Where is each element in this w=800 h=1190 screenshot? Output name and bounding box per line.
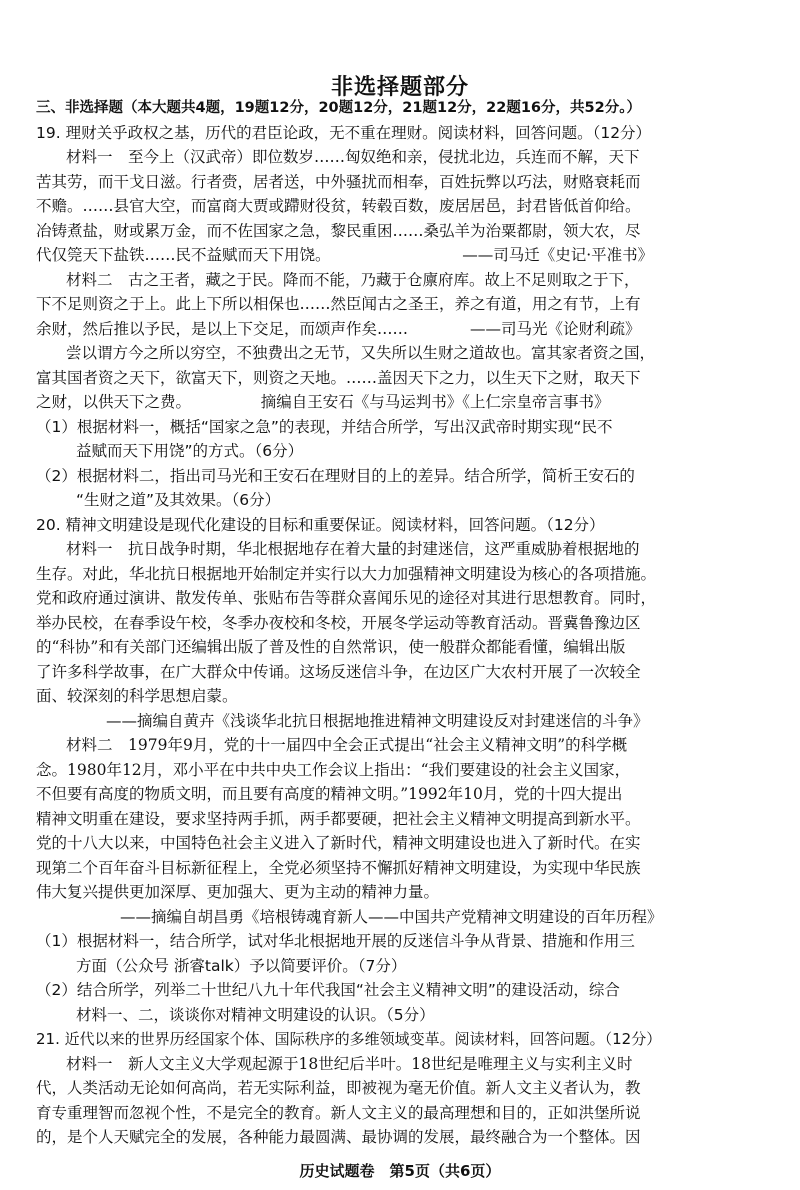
q19-material2-source: 余财，然后推以予民，是以上下交足，而颂声作矣…… ——司马光《论财利疏》 (36, 319, 641, 338)
q20-material2-line: 伟大复兴提供更加深厚、更加强大、更为主动的精神力量。 (36, 883, 440, 901)
q20-material2-line: 材料二 1979年9月，党的十一届四中全会正式提出“社会主义精神文明”的科学概 (66, 736, 628, 754)
question-19-stem: 19. 理财关乎政权之基，历代的君臣论政，无不重在理财。阅读材料，回答问题。（12分） (36, 123, 652, 142)
q20-material1-line: 了许多科学故事，在广大群众中传诵。这场反迷信斗争，在边区广大农村开展了一次较全 (36, 662, 641, 681)
page-footer: 历史试题卷 第5页（共6页） (299, 1161, 501, 1180)
q20-material1-line: 面、较深刻的科学思想启蒙。 (36, 687, 238, 705)
q21-material1-line: 代，人类活动无论如何高尚，若无实际利益，即被视为毫无价值。新人文主义者认为，教 (36, 1079, 641, 1097)
q20-material2-source: ——摘编自胡昌勇《培根铸魂育新人——中国共产党精神文明建设的百年历程》 (120, 907, 663, 926)
q20-material2-line: 念。1980年12月，邓小平在中共中央工作会议上指出：“我们要建设的社会主义国家， (36, 760, 631, 779)
q19-material2-source: 之财，以供天下之费。 摘编自王安石《与马运判书》《上仁宗皇帝言事书》 (36, 393, 610, 411)
section-heading: 三、非选择题（本大题共4题，19题12分，20题12分，21题12分，22题16分，共52分。） (36, 100, 641, 116)
q19-material1-source: 代仅筦天下盐铁……民不益赋而天下用饶。 ——司马迁《史记·平准书》 (36, 246, 654, 264)
q19-subquestion-2: （2）根据材料二，指出司马光和王安石在理财目的上的差异。结合所学，简析王安石的 (36, 466, 635, 485)
q19-material1-line: 材料一 至今上（汉武帝）即位数岁……匈奴绝和亲，侵扰北边，兵连而不解，天下 (66, 148, 640, 166)
q19-material1-line: 不赡。……县官大空，而富商大贾或蹛财役贫，转毂百数，废居居邑，封君皆低首仰给。 (36, 197, 641, 215)
q20-material1-line: 的“科协”和有关部门还编辑出版了普及性的自然常识，使一般群众都能看懂，编辑出版 (36, 638, 626, 656)
q20-subquestion-1-cont: 方面（公众号 浙睿talk）予以简要评价。（7分） (76, 956, 407, 975)
q20-material2-line: 不但要有高度的物质文明，而且要有高度的精神文明。”1992年10月，党的十四大提出 (36, 785, 623, 803)
question-21-stem: 21. 近代以来的世界历经国家个体、国际秩序的多维领域变革。阅读材料，回答问题。（12分） (36, 1030, 662, 1048)
q19-material1-line: 苦其劳，而干戈日滋。行者赍，居者送，中外骚扰而相奉，百姓抏弊以巧法，财赂衰耗而 (36, 172, 641, 191)
q19-material2-line: 下不足则资之于上。此上下所以相保也……然臣闻古之圣王，养之有道，用之有节，上有 (36, 295, 641, 313)
q20-subquestion-2-cont: 材料一、二，谈谈你对精神文明建设的认识。（5分） (76, 1005, 435, 1024)
q19-subquestion-1-cont: 益赋而天下用饶”的方式。（6分） (76, 442, 304, 460)
q19-subquestion-1: （1）根据材料一，概括“国家之急”的表现，并结合所学，写出汉武帝时期实现“民不 (36, 417, 613, 436)
q21-material1-line: 的，是个人天赋完全的发展，各种能力最圆满、最协调的发展，最终融合为一个整体。因 (36, 1128, 641, 1146)
question-20-stem: 20. 精神文明建设是现代化建设的目标和重要保证。阅读材料，回答问题。（12分） (36, 515, 605, 534)
q19-subquestion-2-cont: “生财之道”及其效果。（6分） (76, 491, 281, 509)
q20-material1-source: ——摘编自黄卉《浅谈华北抗日根据地推进精神文明建设反对封建迷信的斗争》 (106, 711, 649, 730)
q20-material2-line: 党的十八大以来，中国特色社会主义进入了新时代，精神文明建设也进入了新时代。在实 (36, 834, 641, 852)
q21-material1-line: 育专重理智而忽视个性，不是完全的教育。新人文主义的最高理想和目的，正如洪堡所说 (36, 1103, 641, 1122)
q20-subquestion-1: （1）根据材料一，结合所学，试对华北根据地开展的反迷信斗争从背景、措施和作用三 (36, 932, 635, 950)
q20-material1-line: 举办民校，在春季设午校，冬季办夜校和冬校，开展冬学运动等教育活动。晋冀鲁豫边区 (36, 613, 641, 632)
q19-material2-line: 尝以谓方今之所以穷空，不独费出之无节，又失所以生财之道故也。富其家者资之国， (66, 344, 656, 362)
q19-material2-line: 材料二 古之王者，藏之于民。降而不能，乃藏于仓廪府库。故上不足则取之于下， (66, 270, 640, 289)
q20-material1-line: 材料一 抗日战争时期，华北根据地存在着大量的封建迷信，这严重威胁着根据地的 (66, 540, 640, 558)
page-title: 非选择题部分 (330, 75, 469, 100)
q20-material1-line: 生存。对此，华北抗日根据地开始制定并实行以大力加强精神文明建设为核心的各项措施。 (36, 564, 657, 583)
q20-subquestion-2: （2）结合所学，列举二十世纪八九十年代我国“社会主义精神文明”的建设活动，综合 (36, 981, 620, 999)
q19-material1-line: 冶铸煮盐，财或累万金，而不佐国家之急，黎民重困……桑弘羊为治粟都尉，领大农，尽 (36, 221, 641, 240)
q20-material1-line: 党和政府通过演讲、散发传单、张贴布告等群众喜闻乐见的途径对其进行思想教育。同时， (36, 589, 657, 607)
q21-material1-line: 材料一 新人文主义大学观起源于18世纪后半叶。18世纪是唯理主义与实利主义时 (66, 1054, 633, 1073)
q19-material2-line: 富其国者资之天下，欲富天下，则资之天地。……盖因天下之力，以生天下之财，取天下 (36, 368, 641, 387)
q20-material2-line: 现第二个百年奋斗目标新征程上，全党必须坚持不懈抓好精神文明建设，为实现中华民族 (36, 858, 641, 877)
q20-material2-line: 精神文明重在建设，要求坚持两手抓，两手都要硬，把社会主义精神文明提高到新水平。 (36, 809, 641, 828)
